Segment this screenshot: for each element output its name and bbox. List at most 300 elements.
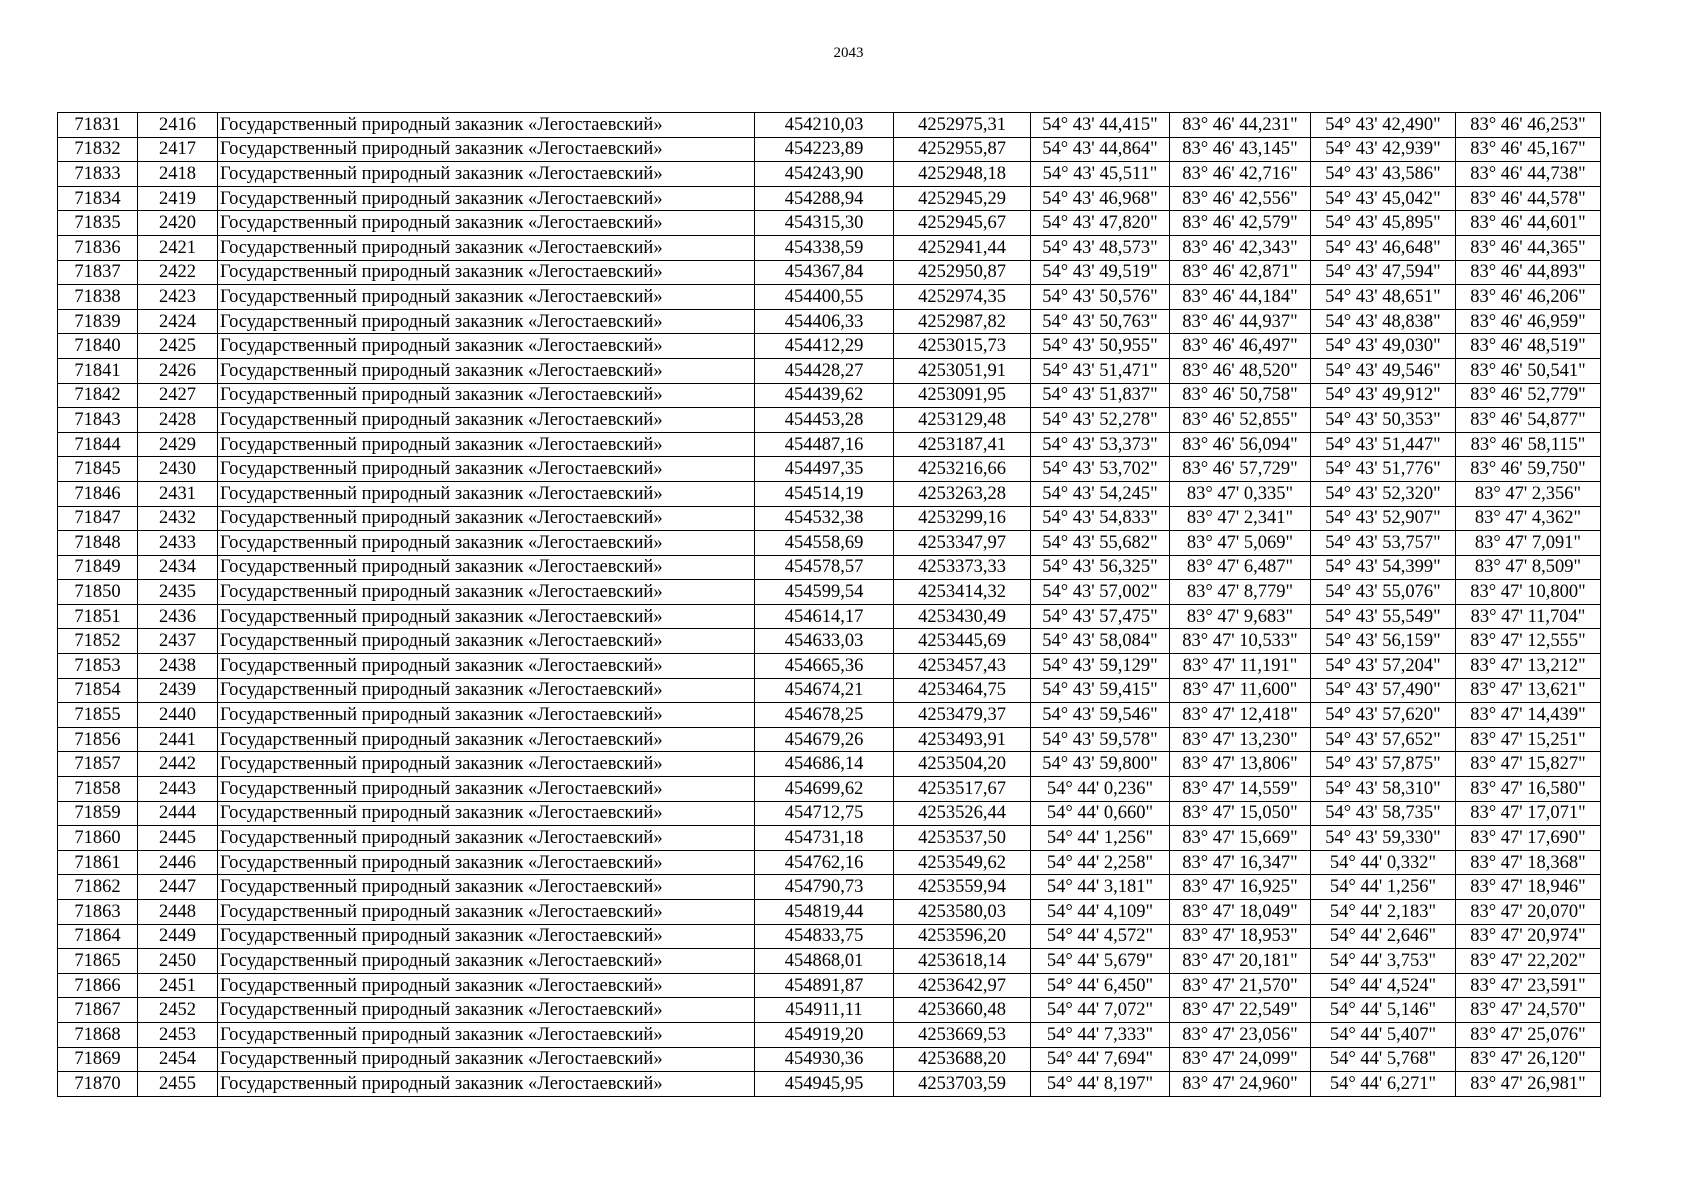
row-id-cell: 71847 <box>58 506 138 531</box>
point-number-cell: 2436 <box>138 604 218 629</box>
longitude-1-cell: 83° 47' 8,779" <box>1170 580 1311 605</box>
x-coordinate-cell: 454288,94 <box>755 186 894 211</box>
table-row <box>58 580 1601 605</box>
longitude-1-cell: 83° 47' 14,559" <box>1170 777 1311 802</box>
longitude-2-cell: 83° 47' 18,946" <box>1456 875 1601 900</box>
point-number-cell: 2455 <box>138 1072 218 1097</box>
latitude-2-cell: 54° 44' 2,183" <box>1311 900 1456 925</box>
y-coordinate-cell: 4253430,49 <box>894 604 1031 629</box>
y-coordinate-cell: 4253688,20 <box>894 1047 1031 1072</box>
latitude-2-cell: 54° 43' 55,549" <box>1311 604 1456 629</box>
table-row <box>58 777 1601 802</box>
row-id-cell: 71838 <box>58 285 138 310</box>
latitude-2-cell: 54° 43' 45,042" <box>1311 186 1456 211</box>
table-row <box>58 211 1601 236</box>
object-name-cell: Государственный природный заказник «Легостаевский» <box>218 358 755 383</box>
point-number-cell: 2452 <box>138 998 218 1023</box>
longitude-1-cell: 83° 47' 16,925" <box>1170 875 1311 900</box>
x-coordinate-cell: 454367,84 <box>755 260 894 285</box>
longitude-1-cell: 83° 46' 42,716" <box>1170 162 1311 187</box>
latitude-2-cell: 54° 43' 52,320" <box>1311 481 1456 506</box>
latitude-2-cell: 54° 43' 52,907" <box>1311 506 1456 531</box>
row-id-cell: 71846 <box>58 481 138 506</box>
longitude-2-cell: 83° 47' 11,704" <box>1456 604 1601 629</box>
x-coordinate-cell: 454487,16 <box>755 432 894 457</box>
object-name-cell: Государственный природный заказник «Легостаевский» <box>218 162 755 187</box>
longitude-1-cell: 83° 47' 11,191" <box>1170 654 1311 679</box>
latitude-1-cell: 54° 43' 48,573" <box>1031 235 1170 260</box>
latitude-1-cell: 54° 43' 52,278" <box>1031 408 1170 433</box>
point-number-cell: 2442 <box>138 752 218 777</box>
table-row <box>58 703 1601 728</box>
longitude-2-cell: 83° 47' 25,076" <box>1456 1022 1601 1047</box>
point-number-cell: 2434 <box>138 555 218 580</box>
row-id-cell: 71851 <box>58 604 138 629</box>
longitude-1-cell: 83° 46' 43,145" <box>1170 137 1311 162</box>
point-number-cell: 2427 <box>138 383 218 408</box>
latitude-1-cell: 54° 43' 44,415" <box>1031 113 1170 138</box>
x-coordinate-cell: 454514,19 <box>755 481 894 506</box>
point-number-cell: 2432 <box>138 506 218 531</box>
longitude-2-cell: 83° 46' 46,253" <box>1456 113 1601 138</box>
y-coordinate-cell: 4253642,97 <box>894 973 1031 998</box>
table-row <box>58 334 1601 359</box>
y-coordinate-cell: 4253493,91 <box>894 727 1031 752</box>
longitude-2-cell: 83° 47' 23,591" <box>1456 973 1601 998</box>
latitude-2-cell: 54° 43' 45,895" <box>1311 211 1456 236</box>
y-coordinate-cell: 4252941,44 <box>894 235 1031 260</box>
latitude-2-cell: 54° 44' 5,407" <box>1311 1022 1456 1047</box>
object-name-cell: Государственный природный заказник «Легостаевский» <box>218 580 755 605</box>
table-row <box>58 678 1601 703</box>
row-id-cell: 71845 <box>58 457 138 482</box>
longitude-1-cell: 83° 46' 42,579" <box>1170 211 1311 236</box>
latitude-2-cell: 54° 43' 58,310" <box>1311 777 1456 802</box>
y-coordinate-cell: 4253216,66 <box>894 457 1031 482</box>
latitude-2-cell: 54° 43' 46,648" <box>1311 235 1456 260</box>
row-id-cell: 71836 <box>58 235 138 260</box>
longitude-2-cell: 83° 47' 13,212" <box>1456 654 1601 679</box>
y-coordinate-cell: 4252950,87 <box>894 260 1031 285</box>
longitude-1-cell: 83° 47' 18,953" <box>1170 924 1311 949</box>
point-number-cell: 2453 <box>138 1022 218 1047</box>
latitude-2-cell: 54° 43' 57,620" <box>1311 703 1456 728</box>
latitude-2-cell: 54° 43' 53,757" <box>1311 531 1456 556</box>
table-row <box>58 900 1601 925</box>
latitude-2-cell: 54° 43' 42,939" <box>1311 137 1456 162</box>
longitude-1-cell: 83° 47' 21,570" <box>1170 973 1311 998</box>
latitude-1-cell: 54° 43' 59,800" <box>1031 752 1170 777</box>
y-coordinate-cell: 4253669,53 <box>894 1022 1031 1047</box>
x-coordinate-cell: 454731,18 <box>755 826 894 851</box>
row-id-cell: 71850 <box>58 580 138 605</box>
object-name-cell: Государственный природный заказник «Легостаевский» <box>218 727 755 752</box>
latitude-1-cell: 54° 43' 51,837" <box>1031 383 1170 408</box>
point-number-cell: 2435 <box>138 580 218 605</box>
row-id-cell: 71855 <box>58 703 138 728</box>
latitude-1-cell: 54° 43' 59,546" <box>1031 703 1170 728</box>
latitude-2-cell: 54° 43' 47,594" <box>1311 260 1456 285</box>
object-name-cell: Государственный природный заказник «Легостаевский» <box>218 235 755 260</box>
longitude-1-cell: 83° 47' 16,347" <box>1170 850 1311 875</box>
longitude-2-cell: 83° 47' 18,368" <box>1456 850 1601 875</box>
longitude-1-cell: 83° 47' 6,487" <box>1170 555 1311 580</box>
longitude-2-cell: 83° 46' 59,750" <box>1456 457 1601 482</box>
latitude-1-cell: 54° 43' 58,084" <box>1031 629 1170 654</box>
object-name-cell: Государственный природный заказник «Легостаевский» <box>218 998 755 1023</box>
y-coordinate-cell: 4253537,50 <box>894 826 1031 851</box>
longitude-1-cell: 83° 46' 42,556" <box>1170 186 1311 211</box>
longitude-2-cell: 83° 46' 46,206" <box>1456 285 1601 310</box>
point-number-cell: 2420 <box>138 211 218 236</box>
latitude-2-cell: 54° 43' 51,447" <box>1311 432 1456 457</box>
object-name-cell: Государственный природный заказник «Легостаевский» <box>218 506 755 531</box>
latitude-2-cell: 54° 43' 56,159" <box>1311 629 1456 654</box>
x-coordinate-cell: 454762,16 <box>755 850 894 875</box>
latitude-1-cell: 54° 43' 55,682" <box>1031 531 1170 556</box>
longitude-1-cell: 83° 47' 13,806" <box>1170 752 1311 777</box>
latitude-2-cell: 54° 44' 0,332" <box>1311 850 1456 875</box>
row-id-cell: 71839 <box>58 309 138 334</box>
latitude-1-cell: 54° 43' 44,864" <box>1031 137 1170 162</box>
point-number-cell: 2430 <box>138 457 218 482</box>
latitude-1-cell: 54° 44' 5,679" <box>1031 949 1170 974</box>
table-body <box>58 113 1601 1097</box>
object-name-cell: Государственный природный заказник «Легостаевский» <box>218 801 755 826</box>
longitude-2-cell: 83° 47' 22,202" <box>1456 949 1601 974</box>
row-id-cell: 71843 <box>58 408 138 433</box>
longitude-1-cell: 83° 47' 22,549" <box>1170 998 1311 1023</box>
longitude-1-cell: 83° 47' 23,056" <box>1170 1022 1311 1047</box>
table-row <box>58 285 1601 310</box>
table-row <box>58 826 1601 851</box>
object-name-cell: Государственный природный заказник «Легостаевский» <box>218 334 755 359</box>
coordinates-table <box>57 112 1601 1097</box>
longitude-1-cell: 83° 46' 56,094" <box>1170 432 1311 457</box>
point-number-cell: 2419 <box>138 186 218 211</box>
latitude-1-cell: 54° 43' 59,578" <box>1031 727 1170 752</box>
x-coordinate-cell: 454665,36 <box>755 654 894 679</box>
longitude-1-cell: 83° 47' 20,181" <box>1170 949 1311 974</box>
longitude-1-cell: 83° 47' 24,099" <box>1170 1047 1311 1072</box>
latitude-2-cell: 54° 44' 5,768" <box>1311 1047 1456 1072</box>
latitude-1-cell: 54° 44' 0,236" <box>1031 777 1170 802</box>
latitude-1-cell: 54° 43' 54,245" <box>1031 481 1170 506</box>
latitude-2-cell: 54° 44' 4,524" <box>1311 973 1456 998</box>
longitude-1-cell: 83° 46' 50,758" <box>1170 383 1311 408</box>
latitude-2-cell: 54° 43' 57,204" <box>1311 654 1456 679</box>
point-number-cell: 2445 <box>138 826 218 851</box>
longitude-1-cell: 83° 47' 18,049" <box>1170 900 1311 925</box>
y-coordinate-cell: 4253299,16 <box>894 506 1031 531</box>
latitude-1-cell: 54° 44' 7,072" <box>1031 998 1170 1023</box>
longitude-1-cell: 83° 47' 15,669" <box>1170 826 1311 851</box>
longitude-2-cell: 83° 46' 52,779" <box>1456 383 1601 408</box>
point-number-cell: 2431 <box>138 481 218 506</box>
object-name-cell: Государственный природный заказник «Легостаевский» <box>218 924 755 949</box>
table-row <box>58 506 1601 531</box>
table-row <box>58 235 1601 260</box>
row-id-cell: 71861 <box>58 850 138 875</box>
table-row <box>58 137 1601 162</box>
y-coordinate-cell: 4253596,20 <box>894 924 1031 949</box>
table-row <box>58 531 1601 556</box>
object-name-cell: Государственный природный заказник «Легостаевский» <box>218 383 755 408</box>
object-name-cell: Государственный природный заказник «Легостаевский» <box>218 654 755 679</box>
latitude-1-cell: 54° 44' 7,333" <box>1031 1022 1170 1047</box>
object-name-cell: Государственный природный заказник «Легостаевский» <box>218 949 755 974</box>
longitude-1-cell: 83° 47' 5,069" <box>1170 531 1311 556</box>
x-coordinate-cell: 454833,75 <box>755 924 894 949</box>
row-id-cell: 71831 <box>58 113 138 138</box>
table-row <box>58 850 1601 875</box>
object-name-cell: Государственный природный заказник «Легостаевский» <box>218 826 755 851</box>
latitude-1-cell: 54° 43' 46,968" <box>1031 186 1170 211</box>
x-coordinate-cell: 454911,11 <box>755 998 894 1023</box>
object-name-cell: Государственный природный заказник «Легостаевский» <box>218 629 755 654</box>
longitude-1-cell: 83° 47' 9,683" <box>1170 604 1311 629</box>
longitude-2-cell: 83° 46' 44,578" <box>1456 186 1601 211</box>
x-coordinate-cell: 454930,36 <box>755 1047 894 1072</box>
longitude-1-cell: 83° 46' 46,497" <box>1170 334 1311 359</box>
x-coordinate-cell: 454819,44 <box>755 900 894 925</box>
y-coordinate-cell: 4252955,87 <box>894 137 1031 162</box>
longitude-2-cell: 83° 46' 44,738" <box>1456 162 1601 187</box>
point-number-cell: 2441 <box>138 727 218 752</box>
row-id-cell: 71853 <box>58 654 138 679</box>
table-row <box>58 113 1601 138</box>
latitude-2-cell: 54° 43' 43,586" <box>1311 162 1456 187</box>
x-coordinate-cell: 454558,69 <box>755 531 894 556</box>
x-coordinate-cell: 454243,90 <box>755 162 894 187</box>
latitude-1-cell: 54° 44' 3,181" <box>1031 875 1170 900</box>
object-name-cell: Государственный природный заказник «Легостаевский» <box>218 777 755 802</box>
longitude-2-cell: 83° 47' 8,509" <box>1456 555 1601 580</box>
longitude-2-cell: 83° 47' 17,690" <box>1456 826 1601 851</box>
y-coordinate-cell: 4252974,35 <box>894 285 1031 310</box>
longitude-2-cell: 83° 47' 24,570" <box>1456 998 1601 1023</box>
table-row <box>58 629 1601 654</box>
x-coordinate-cell: 454686,14 <box>755 752 894 777</box>
y-coordinate-cell: 4253445,69 <box>894 629 1031 654</box>
row-id-cell: 71849 <box>58 555 138 580</box>
row-id-cell: 71842 <box>58 383 138 408</box>
longitude-2-cell: 83° 47' 17,071" <box>1456 801 1601 826</box>
x-coordinate-cell: 454699,62 <box>755 777 894 802</box>
row-id-cell: 71833 <box>58 162 138 187</box>
y-coordinate-cell: 4252987,82 <box>894 309 1031 334</box>
object-name-cell: Государственный природный заказник «Легостаевский» <box>218 260 755 285</box>
point-number-cell: 2424 <box>138 309 218 334</box>
longitude-1-cell: 83° 46' 57,729" <box>1170 457 1311 482</box>
longitude-1-cell: 83° 47' 12,418" <box>1170 703 1311 728</box>
point-number-cell: 2446 <box>138 850 218 875</box>
latitude-2-cell: 54° 43' 55,076" <box>1311 580 1456 605</box>
table-row <box>58 481 1601 506</box>
longitude-2-cell: 83° 47' 15,251" <box>1456 727 1601 752</box>
longitude-2-cell: 83° 47' 13,621" <box>1456 678 1601 703</box>
object-name-cell: Государственный природный заказник «Легостаевский» <box>218 432 755 457</box>
object-name-cell: Государственный природный заказник «Легостаевский» <box>218 875 755 900</box>
x-coordinate-cell: 454633,03 <box>755 629 894 654</box>
point-number-cell: 2426 <box>138 358 218 383</box>
latitude-1-cell: 54° 44' 8,197" <box>1031 1072 1170 1097</box>
y-coordinate-cell: 4253129,48 <box>894 408 1031 433</box>
longitude-2-cell: 83° 47' 26,120" <box>1456 1047 1601 1072</box>
longitude-1-cell: 83° 47' 24,960" <box>1170 1072 1311 1097</box>
y-coordinate-cell: 4252975,31 <box>894 113 1031 138</box>
longitude-1-cell: 83° 46' 44,231" <box>1170 113 1311 138</box>
y-coordinate-cell: 4253559,94 <box>894 875 1031 900</box>
latitude-1-cell: 54° 44' 2,258" <box>1031 850 1170 875</box>
x-coordinate-cell: 454210,03 <box>755 113 894 138</box>
point-number-cell: 2422 <box>138 260 218 285</box>
latitude-1-cell: 54° 43' 49,519" <box>1031 260 1170 285</box>
longitude-2-cell: 83° 47' 4,362" <box>1456 506 1601 531</box>
x-coordinate-cell: 454578,57 <box>755 555 894 580</box>
longitude-2-cell: 83° 47' 14,439" <box>1456 703 1601 728</box>
x-coordinate-cell: 454315,30 <box>755 211 894 236</box>
y-coordinate-cell: 4252948,18 <box>894 162 1031 187</box>
longitude-1-cell: 83° 46' 42,343" <box>1170 235 1311 260</box>
y-coordinate-cell: 4253263,28 <box>894 481 1031 506</box>
table-row <box>58 309 1601 334</box>
point-number-cell: 2454 <box>138 1047 218 1072</box>
x-coordinate-cell: 454497,35 <box>755 457 894 482</box>
row-id-cell: 71837 <box>58 260 138 285</box>
latitude-2-cell: 54° 43' 57,490" <box>1311 678 1456 703</box>
point-number-cell: 2451 <box>138 973 218 998</box>
row-id-cell: 71868 <box>58 1022 138 1047</box>
row-id-cell: 71832 <box>58 137 138 162</box>
object-name-cell: Государственный природный заказник «Легостаевский» <box>218 137 755 162</box>
y-coordinate-cell: 4253504,20 <box>894 752 1031 777</box>
point-number-cell: 2450 <box>138 949 218 974</box>
row-id-cell: 71841 <box>58 358 138 383</box>
x-coordinate-cell: 454338,59 <box>755 235 894 260</box>
object-name-cell: Государственный природный заказник «Легостаевский» <box>218 481 755 506</box>
x-coordinate-cell: 454790,73 <box>755 875 894 900</box>
point-number-cell: 2425 <box>138 334 218 359</box>
y-coordinate-cell: 4253618,14 <box>894 949 1031 974</box>
longitude-2-cell: 83° 47' 2,356" <box>1456 481 1601 506</box>
longitude-1-cell: 83° 46' 42,871" <box>1170 260 1311 285</box>
row-id-cell: 71870 <box>58 1072 138 1097</box>
table-row <box>58 358 1601 383</box>
table-row <box>58 383 1601 408</box>
y-coordinate-cell: 4253549,62 <box>894 850 1031 875</box>
table-row <box>58 555 1601 580</box>
longitude-2-cell: 83° 46' 44,893" <box>1456 260 1601 285</box>
object-name-cell: Государственный природный заказник «Легостаевский» <box>218 678 755 703</box>
latitude-1-cell: 54° 44' 4,109" <box>1031 900 1170 925</box>
latitude-1-cell: 54° 43' 50,955" <box>1031 334 1170 359</box>
longitude-2-cell: 83° 47' 20,974" <box>1456 924 1601 949</box>
longitude-2-cell: 83° 47' 26,981" <box>1456 1072 1601 1097</box>
latitude-2-cell: 54° 44' 5,146" <box>1311 998 1456 1023</box>
latitude-1-cell: 54° 43' 53,373" <box>1031 432 1170 457</box>
x-coordinate-cell: 454223,89 <box>755 137 894 162</box>
longitude-1-cell: 83° 46' 52,855" <box>1170 408 1311 433</box>
longitude-2-cell: 83° 46' 58,115" <box>1456 432 1601 457</box>
latitude-2-cell: 54° 43' 49,030" <box>1311 334 1456 359</box>
latitude-2-cell: 54° 43' 49,912" <box>1311 383 1456 408</box>
latitude-1-cell: 54° 43' 53,702" <box>1031 457 1170 482</box>
latitude-2-cell: 54° 44' 3,753" <box>1311 949 1456 974</box>
page-number: 2043 <box>833 45 864 61</box>
table-row <box>58 408 1601 433</box>
latitude-1-cell: 54° 43' 50,576" <box>1031 285 1170 310</box>
table-row <box>58 457 1601 482</box>
y-coordinate-cell: 4252945,29 <box>894 186 1031 211</box>
point-number-cell: 2448 <box>138 900 218 925</box>
y-coordinate-cell: 4252945,67 <box>894 211 1031 236</box>
latitude-1-cell: 54° 44' 6,450" <box>1031 973 1170 998</box>
latitude-2-cell: 54° 43' 48,651" <box>1311 285 1456 310</box>
row-id-cell: 71867 <box>58 998 138 1023</box>
row-id-cell: 71859 <box>58 801 138 826</box>
x-coordinate-cell: 454406,33 <box>755 309 894 334</box>
object-name-cell: Государственный природный заказник «Легостаевский» <box>218 1047 755 1072</box>
longitude-2-cell: 83° 46' 44,365" <box>1456 235 1601 260</box>
x-coordinate-cell: 454400,55 <box>755 285 894 310</box>
longitude-2-cell: 83° 47' 12,555" <box>1456 629 1601 654</box>
x-coordinate-cell: 454945,95 <box>755 1072 894 1097</box>
table-row <box>58 1022 1601 1047</box>
object-name-cell: Государственный природный заказник «Легостаевский» <box>218 973 755 998</box>
y-coordinate-cell: 4253414,32 <box>894 580 1031 605</box>
table-row <box>58 186 1601 211</box>
latitude-1-cell: 54° 43' 56,325" <box>1031 555 1170 580</box>
longitude-1-cell: 83° 46' 44,184" <box>1170 285 1311 310</box>
table-row <box>58 752 1601 777</box>
object-name-cell: Государственный природный заказник «Легостаевский» <box>218 408 755 433</box>
latitude-2-cell: 54° 44' 1,256" <box>1311 875 1456 900</box>
longitude-1-cell: 83° 47' 11,600" <box>1170 678 1311 703</box>
row-id-cell: 71865 <box>58 949 138 974</box>
x-coordinate-cell: 454428,27 <box>755 358 894 383</box>
longitude-1-cell: 83° 47' 10,533" <box>1170 629 1311 654</box>
y-coordinate-cell: 4253051,91 <box>894 358 1031 383</box>
longitude-1-cell: 83° 46' 48,520" <box>1170 358 1311 383</box>
point-number-cell: 2437 <box>138 629 218 654</box>
latitude-1-cell: 54° 43' 59,415" <box>1031 678 1170 703</box>
object-name-cell: Государственный природный заказник «Легостаевский» <box>218 309 755 334</box>
point-number-cell: 2444 <box>138 801 218 826</box>
latitude-2-cell: 54° 43' 59,330" <box>1311 826 1456 851</box>
latitude-1-cell: 54° 43' 57,475" <box>1031 604 1170 629</box>
latitude-1-cell: 54° 44' 0,660" <box>1031 801 1170 826</box>
point-number-cell: 2417 <box>138 137 218 162</box>
object-name-cell: Государственный природный заказник «Легостаевский» <box>218 113 755 138</box>
latitude-2-cell: 54° 44' 2,646" <box>1311 924 1456 949</box>
row-id-cell: 71869 <box>58 1047 138 1072</box>
point-number-cell: 2449 <box>138 924 218 949</box>
point-number-cell: 2433 <box>138 531 218 556</box>
point-number-cell: 2416 <box>138 113 218 138</box>
latitude-2-cell: 54° 43' 58,735" <box>1311 801 1456 826</box>
latitude-1-cell: 54° 43' 59,129" <box>1031 654 1170 679</box>
point-number-cell: 2423 <box>138 285 218 310</box>
longitude-2-cell: 83° 47' 7,091" <box>1456 531 1601 556</box>
x-coordinate-cell: 454614,17 <box>755 604 894 629</box>
longitude-2-cell: 83° 46' 50,541" <box>1456 358 1601 383</box>
y-coordinate-cell: 4253580,03 <box>894 900 1031 925</box>
object-name-cell: Государственный природный заказник «Легостаевский» <box>218 285 755 310</box>
object-name-cell: Государственный природный заказник «Легостаевский» <box>218 1022 755 1047</box>
y-coordinate-cell: 4253457,43 <box>894 654 1031 679</box>
table-row <box>58 727 1601 752</box>
